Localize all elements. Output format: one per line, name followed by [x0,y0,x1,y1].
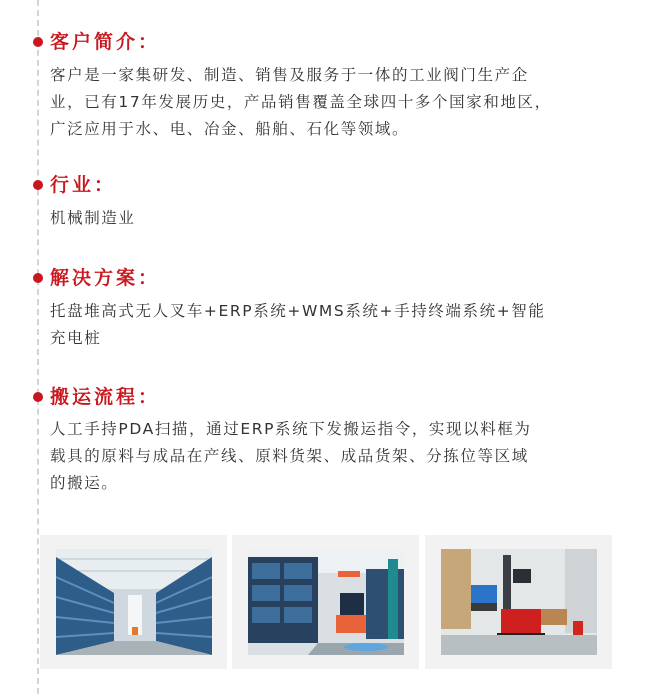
photo-card [40,535,227,669]
section-body [50,205,630,232]
section-heading: 解决方案： [50,267,161,289]
warehouse-racks-photo [56,549,212,655]
red-agv-forklift-photo [441,549,597,655]
photo-card [425,535,612,669]
body-line: 托盘堆高式无人叉车+ERP系统+WMS系统+手持终端系统+智能 [50,302,546,320]
body-line: 业，已有17年发展历史，产品销售覆盖全球四十多个国家和地区， [50,93,552,111]
bullet-icon [33,392,43,402]
body-line: 载具的原料与成品在产线、原料货架、成品货架、分拣位等区域 [50,447,529,465]
body-line: 广泛应用于水、电、冶金、船舶、石化等领域。 [50,120,410,138]
section-heading: 搬运流程： [50,386,161,408]
section-heading: 客户简介： [50,31,161,53]
section-heading: 行业： [50,174,117,196]
section-body [50,298,630,352]
photo-card [232,535,419,669]
bullet-icon [33,37,43,47]
body-line: 机械制造业 [50,209,136,227]
body-line: 人工手持PDA扫描，通过ERP系统下发搬运指令，实现以料框为 [50,420,532,438]
agv-forklift-shelves-photo [248,549,404,655]
bullet-icon [33,180,43,190]
section-body [50,62,630,143]
body-line: 充电桩 [50,329,102,347]
photo-gallery [40,535,620,669]
body-line: 的搬运。 [50,474,119,492]
body-line: 客户是一家集研发、制造、销售及服务于一体的工业阀门生产企 [50,66,529,84]
section-body [50,416,630,497]
bullet-icon [33,273,43,283]
timeline-line [37,0,39,694]
